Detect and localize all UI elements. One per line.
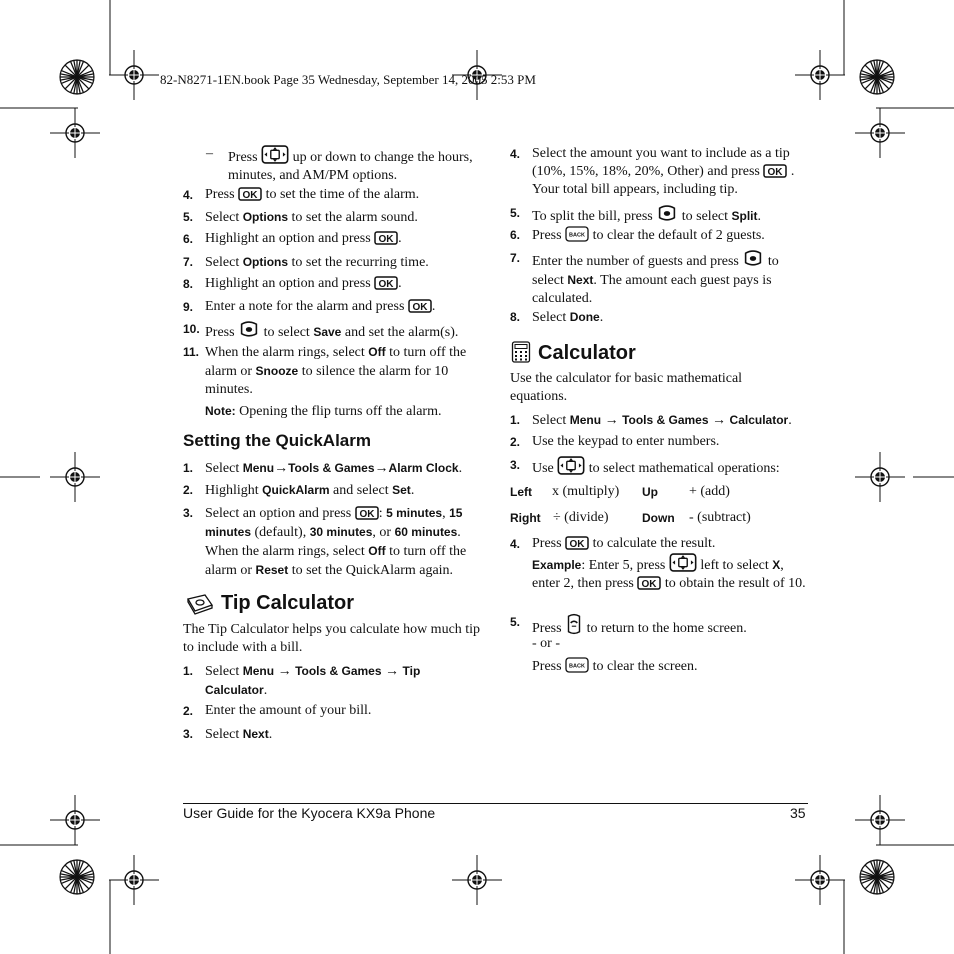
end-key-icon	[565, 613, 583, 635]
nav-key-icon	[261, 145, 289, 164]
calculator-icon	[511, 341, 531, 363]
ok-key-icon	[763, 164, 787, 178]
step-4-text: Press to set the time of the alarm.	[205, 187, 420, 202]
section-heading-tip-calculator: Tip Calculator	[221, 592, 354, 614]
step-number: 2.	[510, 435, 521, 449]
step-number: 10.	[183, 322, 200, 336]
calc-step-3: Use to select mathematical operations:	[532, 456, 780, 478]
op-direction: Right	[510, 511, 541, 525]
quickalarm-step-1: Select Menu→Tools & Games→Alarm Clock.	[205, 461, 463, 476]
step-10-text: Press to select Save and set the alarm(s).	[205, 320, 458, 342]
back-key-icon	[565, 657, 589, 673]
calc-step-5: Press to return to the home screen.	[532, 613, 747, 638]
crosshair-icon	[855, 795, 905, 845]
step-8-text: Highlight an option and press .	[205, 276, 402, 291]
tip-step-3: Select Next.	[205, 727, 273, 742]
back-key-icon	[565, 226, 589, 242]
crosshair-icon	[795, 855, 845, 905]
step-number: 7.	[183, 255, 194, 269]
starburst-icon	[59, 59, 95, 95]
calc-step-4: Press to calculate the result. Example: Enter 5, press left to select X, enter 2, then press to obtain the result of 10.	[532, 536, 806, 591]
op-direction: Left	[510, 485, 532, 499]
calc-step-1: Select Menu → Tools & Games → Calculator.	[532, 413, 792, 428]
tip-step-7: Enter the number of guests and press to select Next. The amount each guest pays is calculated.	[532, 249, 808, 308]
step-number: 2.	[183, 483, 194, 497]
nav-key-icon	[669, 553, 697, 572]
crosshair-icon	[109, 50, 159, 100]
op-direction: Up	[642, 485, 658, 499]
softkey-left-icon	[238, 320, 260, 339]
nav-key-icon	[557, 456, 585, 475]
section-heading-calculator: Calculator	[538, 342, 636, 364]
starburst-icon	[59, 859, 95, 895]
ok-key-icon	[565, 536, 589, 550]
op-operation: - (subtract)	[689, 510, 751, 525]
step-number: 6.	[510, 228, 521, 242]
dash-marker: –	[206, 146, 213, 161]
crosshair-icon	[109, 855, 159, 905]
ok-key-icon	[408, 299, 432, 313]
crosshair-icon	[50, 108, 100, 158]
step-11-text: When the alarm rings, select Off to turn off the alarm or Snooze to silence the alarm for 10 minutes.	[205, 345, 467, 397]
step-number: 6.	[183, 232, 194, 246]
ok-key-icon	[374, 231, 398, 245]
op-operation: ÷ (divide)	[553, 510, 609, 525]
ok-key-icon	[374, 276, 398, 290]
step-number: 4.	[510, 147, 521, 161]
tip-step-2: Enter the amount of your bill.	[205, 703, 372, 718]
calculator-intro: Use the calculator for basic mathematical equations.	[510, 371, 743, 404]
ok-key-icon	[637, 576, 661, 590]
crosshair-icon	[855, 452, 905, 502]
softkey-left-icon	[742, 249, 764, 268]
calc-step-5-alt: Press to clear the screen.	[532, 659, 698, 674]
page-number: 35	[790, 805, 806, 821]
softkey-right-icon	[656, 204, 678, 223]
dash-step: Press up or down to change the hours, minutes, and AM/PM options.	[228, 145, 478, 185]
step-number: 8.	[183, 277, 194, 291]
step-6-text: Highlight an option and press .	[205, 231, 402, 246]
step-number: 3.	[183, 727, 194, 741]
step-number: 5.	[183, 210, 194, 224]
tip-step-1: Select Menu → Tools & Games → Tip Calculator.	[205, 664, 421, 698]
op-operation: + (add)	[689, 484, 730, 499]
step-7-text: Select Options to set the recurring time.	[205, 255, 429, 270]
tip-intro: The Tip Calculator helps you calculate how much tip to include with a bill.	[183, 622, 481, 655]
note: Note: Opening the flip turns off the alarm.	[205, 404, 442, 419]
quickalarm-step-2: Highlight QuickAlarm and select Set.	[205, 483, 415, 498]
step-number: 1.	[510, 413, 521, 427]
step-number: 11.	[183, 345, 200, 359]
step-number: 4.	[183, 188, 194, 202]
step-number: 3.	[183, 506, 194, 520]
op-operation: x (multiply)	[552, 484, 620, 499]
step-number: 4.	[510, 537, 521, 551]
starburst-icon	[859, 859, 895, 895]
tip-step-4: Select the amount you want to include as a tip (10%, 15%, 18%, 20%, Other) and press . Your total bill appears, including tip.	[532, 146, 795, 197]
step-number: 7.	[510, 251, 521, 265]
step-number: 8.	[510, 310, 521, 324]
step-number: 2.	[183, 704, 194, 718]
step-5-text: Select Options to set the alarm sound.	[205, 210, 418, 225]
op-direction: Down	[642, 511, 675, 525]
step-number: 1.	[183, 664, 194, 678]
tip-calculator-icon	[185, 593, 215, 615]
crosshair-icon	[50, 795, 100, 845]
ok-key-icon	[355, 506, 379, 520]
tip-step-5: To split the bill, press to select Split.	[532, 204, 761, 226]
step-number: 9.	[183, 300, 194, 314]
or-separator: - or -	[532, 636, 560, 651]
step-number: 5.	[510, 206, 521, 220]
step-9-text: Enter a note for the alarm and press .	[205, 299, 436, 314]
ok-key-icon	[238, 187, 262, 201]
calc-step-2: Use the keypad to enter numbers.	[532, 434, 720, 449]
tip-step-8: Select Done.	[532, 310, 604, 325]
crosshair-icon	[855, 108, 905, 158]
crosshair-icon	[452, 855, 502, 905]
footer-rule	[183, 803, 808, 804]
footer-title: User Guide for the Kyocera KX9a Phone	[183, 805, 436, 821]
step-number: 1.	[183, 461, 194, 475]
crosshair-icon	[50, 452, 100, 502]
starburst-icon	[859, 59, 895, 95]
step-number: 5.	[510, 615, 521, 629]
section-heading-quickalarm: Setting the QuickAlarm	[183, 431, 371, 450]
tip-step-6: Press to clear the default of 2 guests.	[532, 228, 765, 243]
crosshair-icon	[795, 50, 845, 100]
quickalarm-step-3: Select an option and press : 5 minutes, 15 minutes (default), 30 minutes, or 60 minutes. When the alarm rings, select Off to turn off the alarm or Reset to set the QuickAlarm again.	[205, 506, 467, 578]
file-info: 82-N8271-1EN.book Page 35 Wednesday, September 14, 2005 2:53 PM	[160, 72, 536, 87]
step-number: 3.	[510, 458, 521, 472]
